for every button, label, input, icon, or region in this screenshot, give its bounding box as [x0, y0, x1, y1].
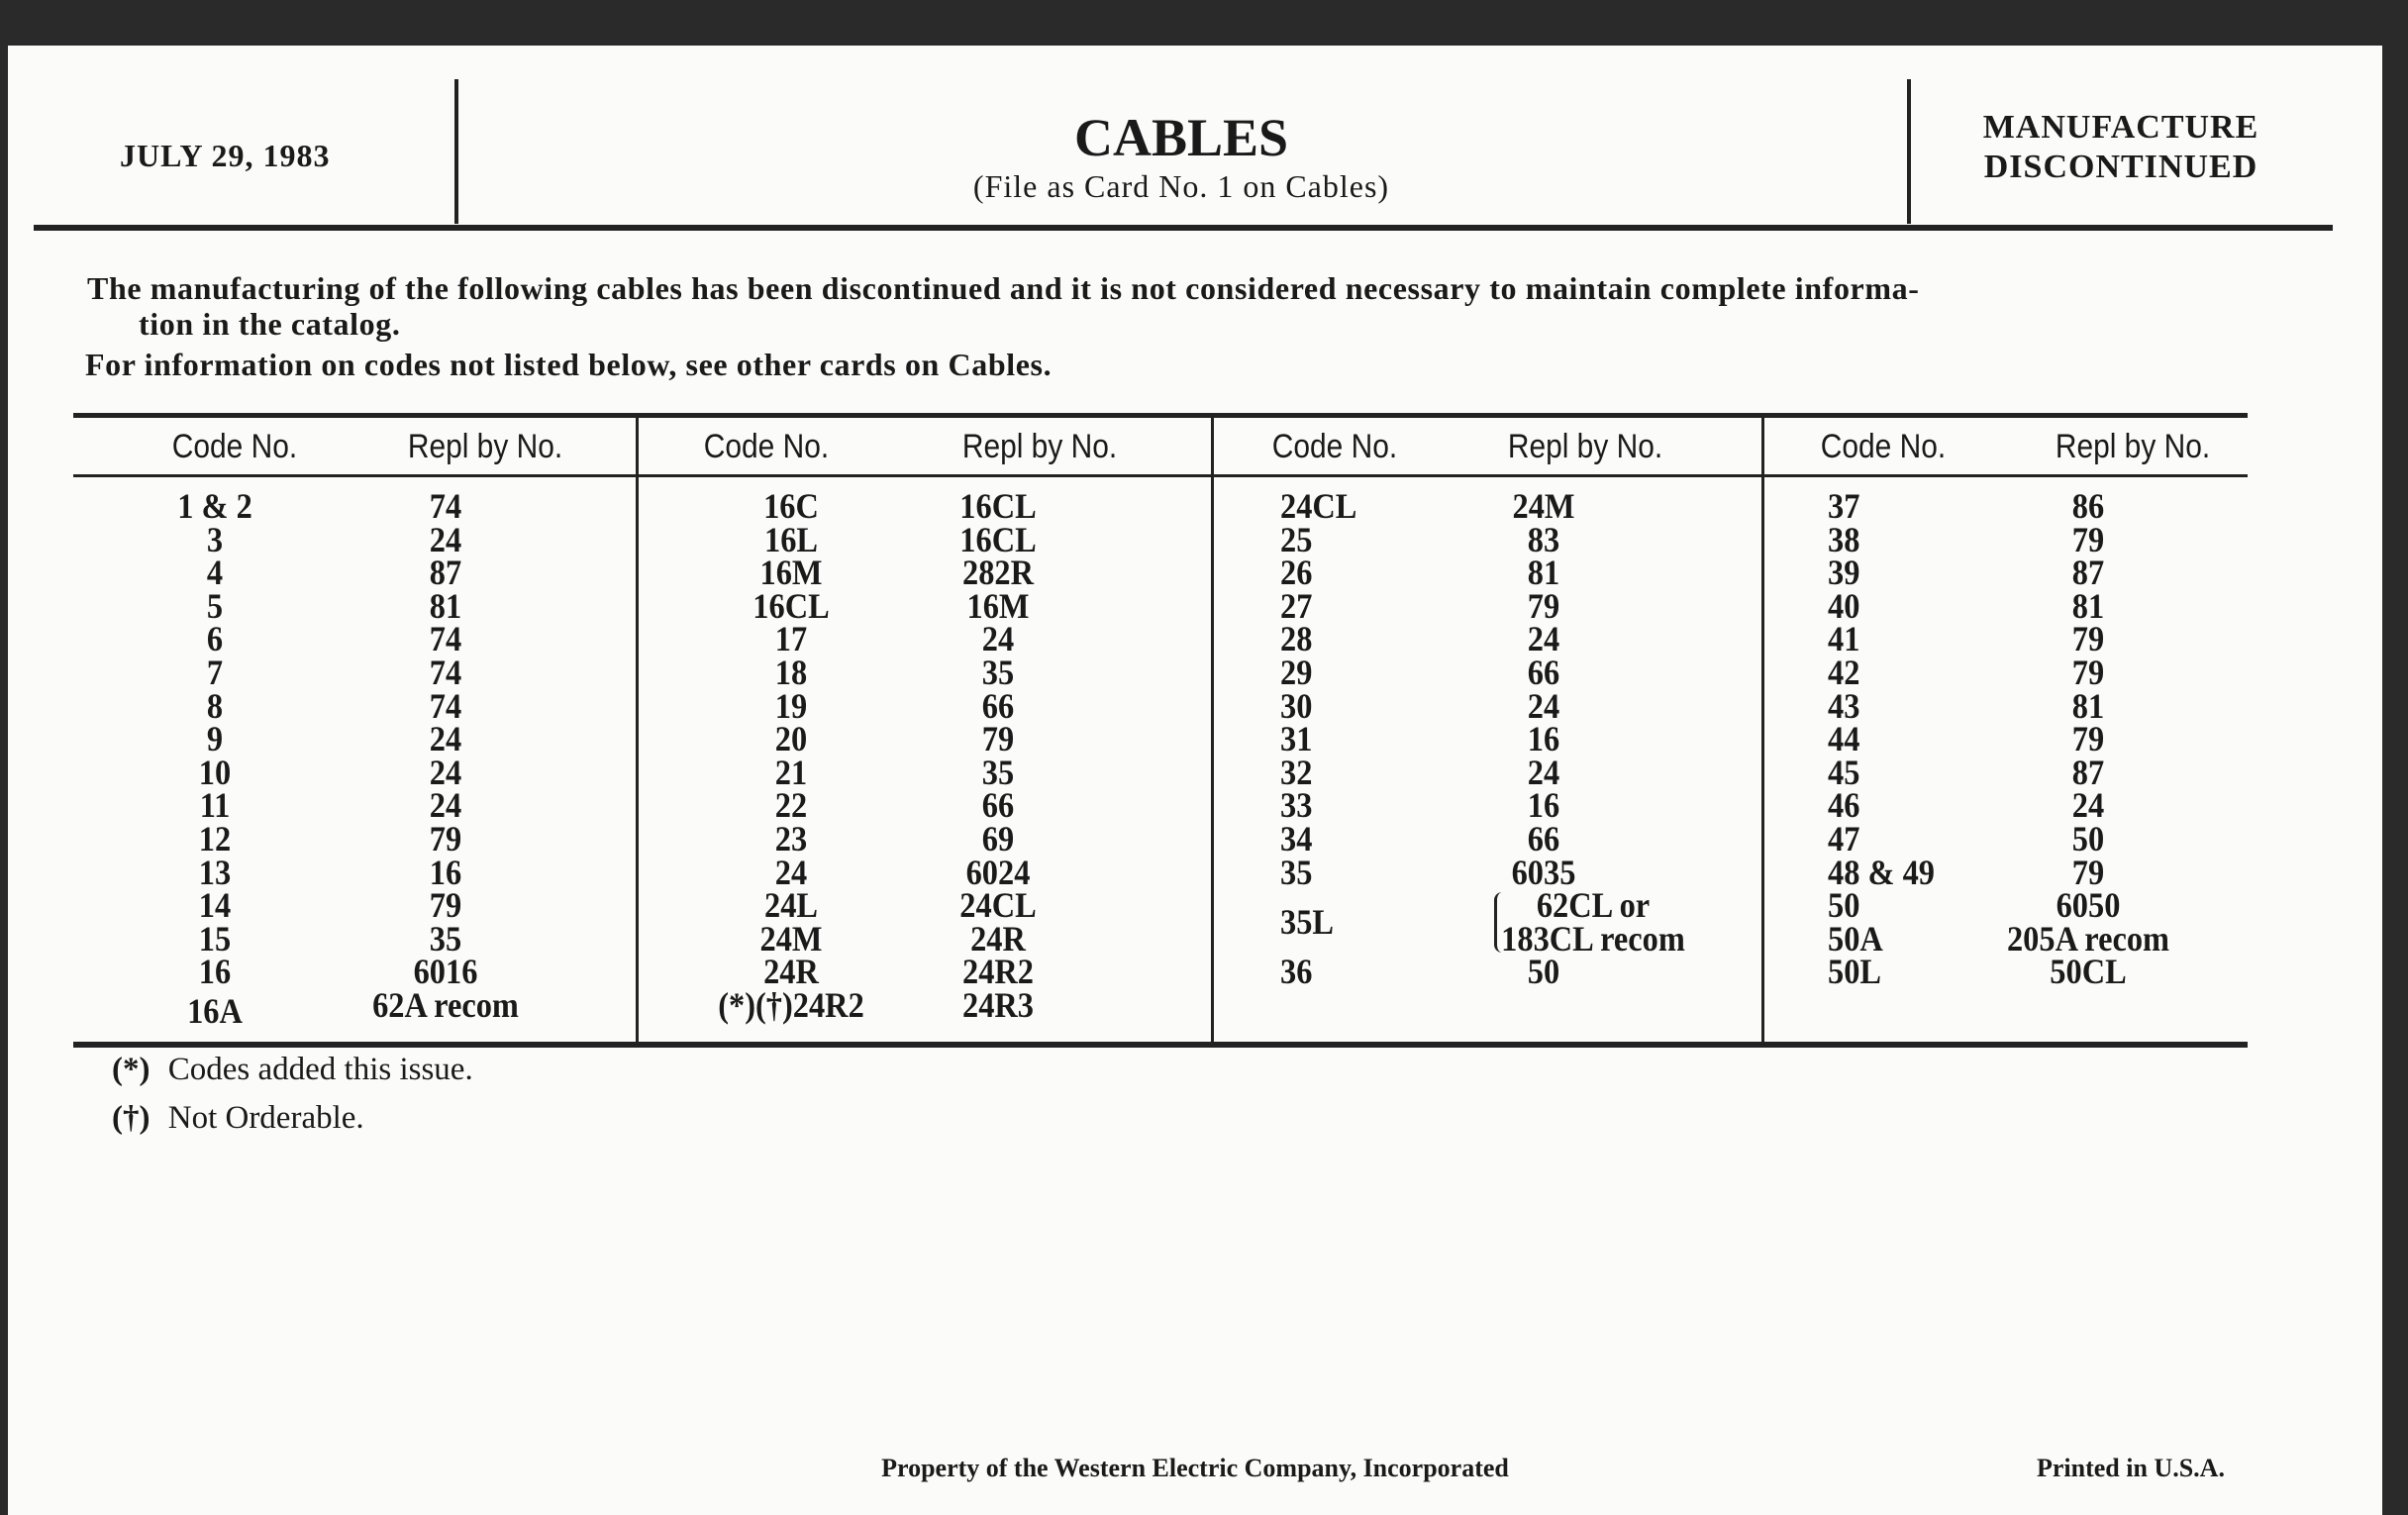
column-header-repl: Repl by No. — [1507, 428, 1663, 465]
footnote-mark: (*) — [112, 1052, 150, 1087]
code-cell: 34 — [1280, 819, 1313, 858]
code-cell: (*)(†)24R2 — [718, 985, 864, 1025]
code-cell: 23 — [774, 819, 808, 858]
replacement-cell: 79 — [429, 819, 462, 858]
column-header-repl: Repl by No. — [961, 428, 1118, 465]
code-cell: 13 — [198, 852, 232, 892]
code-cell: 43 — [1828, 685, 1860, 726]
code-cell: 7 — [206, 653, 224, 692]
header-divider-left — [454, 79, 458, 224]
replacement-cell: 66 — [1527, 653, 1560, 692]
column-header-code: Code No. — [1820, 428, 1947, 465]
replacement-cell: 50CL — [2050, 952, 2127, 992]
replacement-cell: 24 — [1527, 685, 1560, 726]
replacement-cell: 66 — [981, 785, 1015, 826]
table-column-divider — [636, 416, 639, 1044]
code-cell: 47 — [1828, 819, 1860, 858]
replacement-cell: 74 — [429, 653, 462, 692]
replacement-cell: 35 — [981, 653, 1015, 692]
replacement-cell: 6024 — [965, 852, 1031, 892]
replacement-cell: 24R — [970, 918, 1026, 959]
replacement-cell: 83 — [1527, 519, 1560, 559]
column-header-repl: Repl by No. — [2055, 428, 2211, 465]
code-cell: 30 — [1280, 685, 1313, 726]
code-cell: 29 — [1280, 653, 1313, 692]
code-cell: 24L — [763, 885, 819, 926]
code-cell: 28 — [1280, 619, 1313, 659]
code-cell: 4 — [206, 553, 224, 593]
status-line-1: MANUFACTURE — [1982, 109, 2259, 146]
replacement-cell: 35 — [429, 918, 462, 959]
replacement-cell: 87 — [429, 553, 462, 593]
code-cell: 35 — [1280, 852, 1313, 892]
code-cell: 19 — [774, 685, 808, 726]
table-top-rule — [73, 413, 2248, 418]
replacement-cell: 205A recom — [2006, 918, 2170, 959]
replacement-cell: 81 — [2071, 685, 2105, 726]
replacement-cell: 50 — [2071, 819, 2105, 858]
code-cell: 50 — [1828, 885, 1860, 926]
code-cell: 17 — [774, 619, 808, 659]
footer-printed: Printed in U.S.A. — [2037, 1454, 2225, 1482]
column-header-code: Code No. — [1271, 428, 1398, 465]
code-cell: 48 & 49 — [1828, 852, 1935, 892]
replacement-cell: 6016 — [413, 952, 478, 992]
code-cell: 16L — [763, 519, 819, 559]
replacement-cell: 62CL or — [1536, 885, 1651, 926]
table-header-rule — [73, 474, 2248, 477]
code-cell: 8 — [206, 685, 224, 726]
brace-icon — [1494, 892, 1507, 953]
replacement-cell: 74 — [429, 685, 462, 726]
replacement-cell: 16M — [966, 585, 1030, 626]
code-cell: 50L — [1828, 952, 1882, 992]
replacement-cell: 24M — [1512, 486, 1575, 526]
replacement-cell: 50 — [1527, 952, 1560, 992]
code-cell: 44 — [1828, 719, 1860, 759]
replacement-cell: 6035 — [1511, 852, 1576, 892]
code-cell: 22 — [774, 785, 808, 826]
replacement-cell: 16CL — [959, 486, 1037, 526]
column-header-code: Code No. — [171, 428, 298, 465]
replacement-cell: 74 — [429, 486, 462, 526]
replacement-cell: 282R — [962, 553, 1034, 593]
replacement-cell: 24R3 — [962, 985, 1034, 1025]
header-rule — [34, 225, 2333, 231]
replacement-cell: 35 — [981, 752, 1015, 792]
status-line-2: DISCONTINUED — [1983, 149, 2258, 185]
code-cell: 16CL — [752, 585, 830, 626]
replacement-cell: 69 — [981, 819, 1015, 858]
table-column-divider — [1211, 416, 1214, 1044]
code-cell: 16M — [759, 553, 823, 593]
header-divider-right — [1907, 79, 1911, 224]
code-cell: 14 — [198, 885, 232, 926]
replacement-cell: 24R2 — [962, 952, 1034, 992]
replacement-cell: 66 — [1527, 819, 1560, 858]
replacement-cell: 79 — [2071, 852, 2105, 892]
code-cell: 3 — [206, 519, 224, 559]
code-cell: 15 — [198, 918, 232, 959]
replacement-cell: 24 — [429, 719, 462, 759]
code-cell: 16A — [187, 991, 243, 1031]
code-cell: 26 — [1280, 553, 1313, 593]
code-cell: 31 — [1280, 719, 1313, 759]
code-cell: 42 — [1828, 653, 1860, 692]
column-header-repl: Repl by No. — [407, 428, 563, 465]
replacement-cell: 81 — [429, 585, 462, 626]
code-cell: 27 — [1280, 585, 1313, 626]
footnote-mark: (†) — [112, 1100, 150, 1136]
replacement-cell: 24 — [429, 752, 462, 792]
table-column-divider — [1761, 416, 1764, 1044]
replacement-cell: 24CL — [959, 885, 1037, 926]
page-title: CABLES — [1073, 108, 1289, 167]
code-cell: 6 — [206, 619, 224, 659]
code-cell: 24R — [763, 952, 819, 992]
code-cell: 5 — [206, 585, 224, 626]
replacement-cell: 79 — [429, 885, 462, 926]
code-cell: 50A — [1828, 918, 1883, 959]
code-cell: 24 — [774, 852, 808, 892]
code-cell: 9 — [206, 719, 224, 759]
replacement-cell: 79 — [2071, 719, 2105, 759]
replacement-cell: 81 — [2071, 585, 2105, 626]
code-cell: 25 — [1280, 519, 1313, 559]
replacement-cell: 66 — [981, 685, 1015, 726]
footnote-text: Codes added this issue. — [167, 1052, 473, 1087]
code-cell: 11 — [199, 785, 231, 826]
replacement-cell: 24 — [2071, 785, 2105, 826]
replacement-cell: 79 — [981, 719, 1015, 759]
page-subtitle: (File as Card No. 1 on Cables) — [972, 168, 1390, 204]
footnote-not-orderable — [112, 1100, 364, 1137]
replacement-cell: 24 — [429, 519, 462, 559]
replacement-cell: 79 — [2071, 619, 2105, 659]
replacement-cell: 86 — [2071, 486, 2105, 526]
code-cell: 35L — [1280, 902, 1335, 942]
code-cell: 18 — [774, 653, 808, 692]
code-cell: 36 — [1280, 952, 1313, 992]
code-cell: 38 — [1828, 519, 1860, 559]
code-cell: 16 — [198, 952, 232, 992]
code-cell: 16C — [763, 486, 819, 526]
replacement-cell: 62A recom — [372, 985, 519, 1025]
intro-line-1: The manufacturing of the following cables has been discontinued and it is not considered necessary to maintain complete informa- — [87, 270, 1920, 306]
replacement-cell: 16 — [429, 852, 462, 892]
code-cell: 32 — [1280, 752, 1313, 792]
replacement-cell: 24 — [1527, 752, 1560, 792]
code-cell: 33 — [1280, 785, 1313, 826]
replacement-cell: 79 — [2071, 653, 2105, 692]
replacement-cell: 16 — [1527, 719, 1560, 759]
replacement-cell: 6050 — [2056, 885, 2121, 926]
code-cell: 20 — [774, 719, 808, 759]
issue-date: JULY 29, 1983 — [120, 138, 331, 173]
replacement-cell: 79 — [2071, 519, 2105, 559]
code-cell: 41 — [1828, 619, 1860, 659]
code-cell: 21 — [774, 752, 808, 792]
replacement-cell: 24 — [429, 785, 462, 826]
code-cell: 45 — [1828, 752, 1860, 792]
replacement-cell: 16CL — [959, 519, 1037, 559]
code-cell: 1 & 2 — [177, 486, 252, 526]
code-cell: 24CL — [1280, 486, 1357, 526]
code-cell: 12 — [198, 819, 232, 858]
code-cell: 37 — [1828, 486, 1860, 526]
code-cell: 39 — [1828, 553, 1860, 593]
replacement-cell: 87 — [2071, 553, 2105, 593]
replacement-cell: 24 — [1527, 619, 1560, 659]
replacement-cell: 81 — [1527, 553, 1560, 593]
footnote-text: Not Orderable. — [167, 1100, 364, 1136]
code-cell: 46 — [1828, 785, 1860, 826]
table-bottom-rule — [73, 1042, 2248, 1048]
code-cell: 10 — [198, 752, 232, 792]
column-header-code: Code No. — [703, 428, 830, 465]
replacement-cell: 24 — [981, 619, 1015, 659]
document-card — [8, 46, 2382, 1515]
footer-property: Property of the Western Electric Company, Incorporated — [881, 1454, 1509, 1482]
intro-line-3: For information on codes not listed below, see other cards on Cables. — [85, 347, 1053, 382]
replacement-cell: 79 — [1527, 585, 1560, 626]
replacement-cell: 16 — [1527, 785, 1560, 826]
replacement-cell: 183CL recom — [1501, 918, 1685, 959]
code-cell: 40 — [1828, 585, 1860, 626]
footnote-added — [112, 1052, 473, 1088]
replacement-cell: 87 — [2071, 752, 2105, 792]
replacement-cell: 74 — [429, 619, 462, 659]
intro-line-2: tion in the catalog. — [139, 306, 401, 342]
code-cell: 24M — [759, 918, 823, 959]
